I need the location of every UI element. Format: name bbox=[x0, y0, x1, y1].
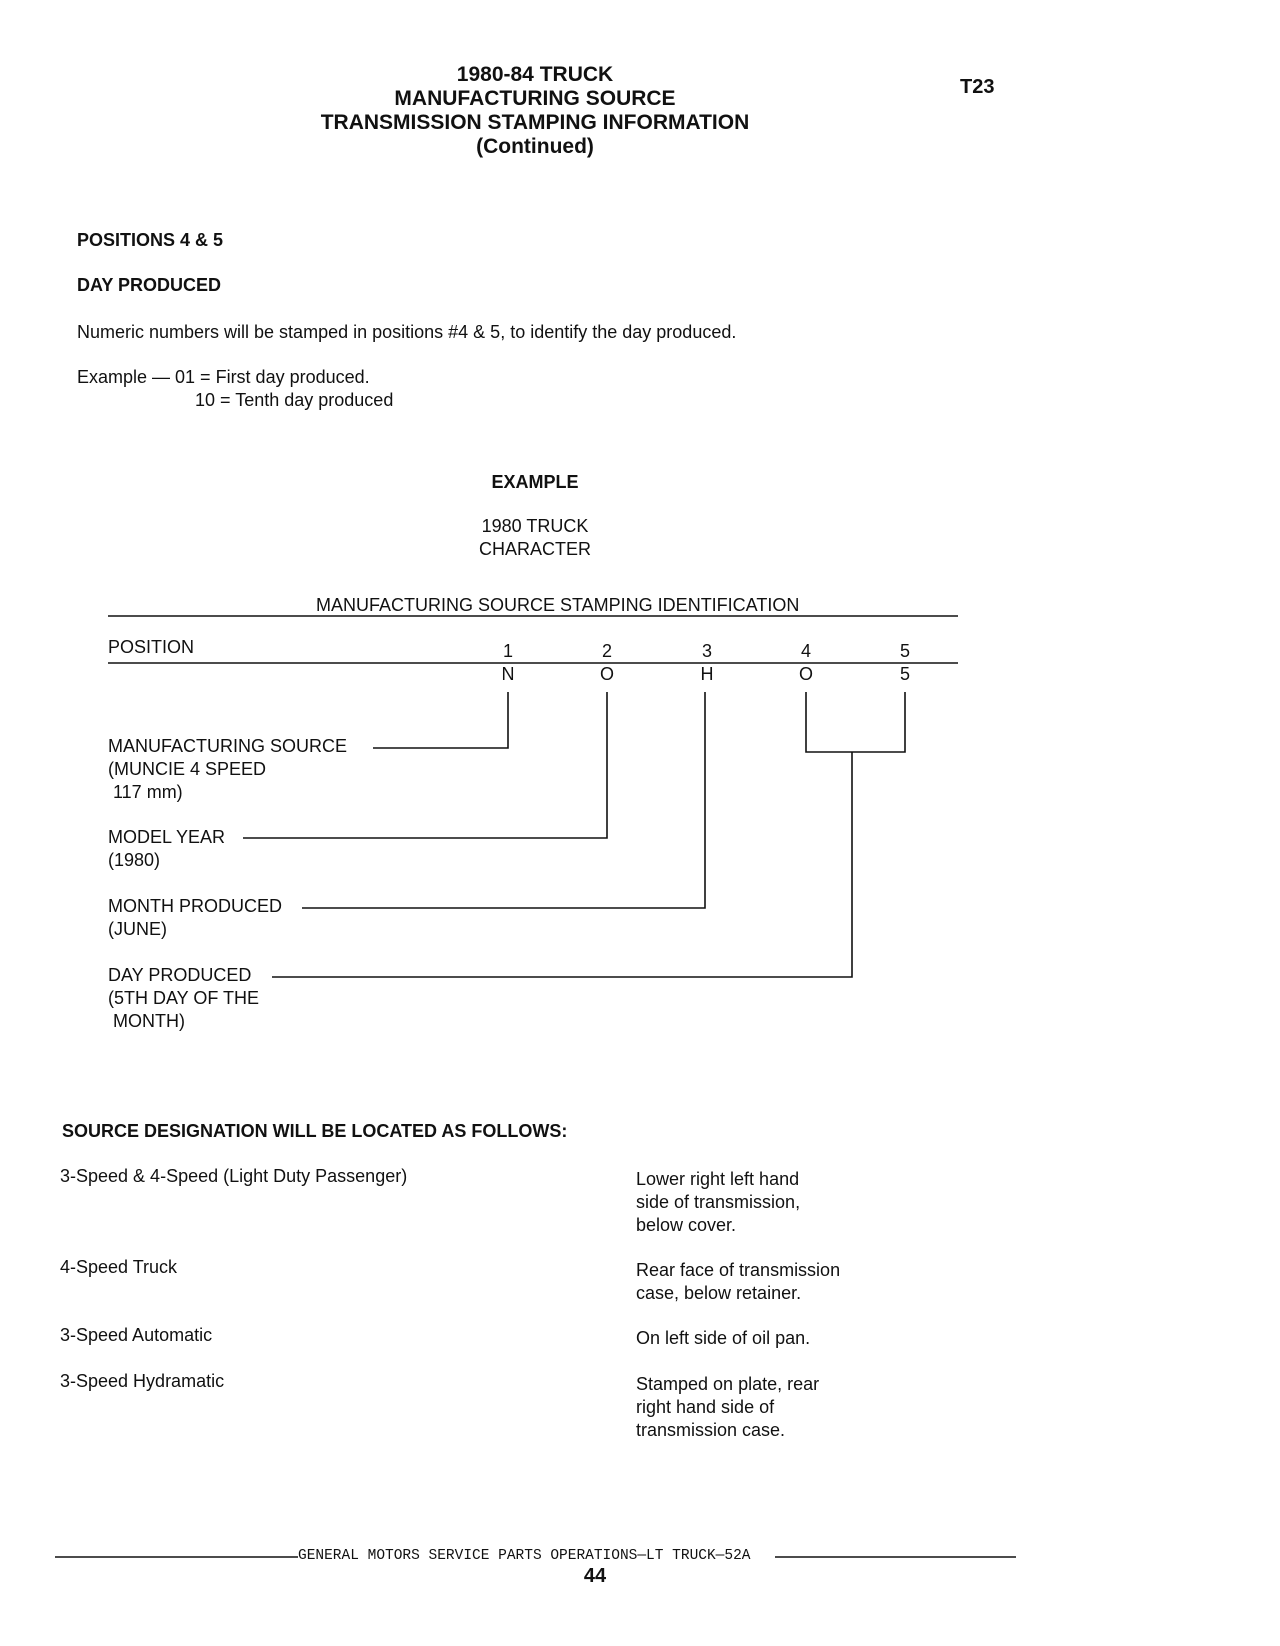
location-desc-1-line-1: Lower right left hand bbox=[636, 1169, 800, 1189]
location-desc-4-line-1: Stamped on plate, rear bbox=[636, 1374, 820, 1394]
character-5: 5 bbox=[899, 664, 910, 684]
position-4: 4 bbox=[800, 641, 811, 661]
position-label: POSITION bbox=[108, 637, 195, 657]
callout-day-produced-detail-1: (5TH DAY OF THE bbox=[108, 988, 260, 1008]
location-desc-4-line-3: transmission case. bbox=[636, 1420, 786, 1440]
section-subheading: DAY PRODUCED bbox=[77, 275, 222, 295]
title-line-4: (Continued) bbox=[476, 135, 594, 158]
location-type-2: 4-Speed Truck bbox=[60, 1257, 178, 1277]
character-4: O bbox=[798, 664, 813, 684]
position-5: 5 bbox=[899, 641, 910, 661]
location-desc-3-line-1: On left side of oil pan. bbox=[636, 1328, 811, 1348]
bracket-day-positions bbox=[806, 692, 905, 752]
section-description: Numeric numbers will be stamped in positions #4 & 5, to identify the day produced. bbox=[77, 322, 737, 342]
location-desc-4-line-2: right hand side of bbox=[636, 1397, 775, 1417]
example-heading: EXAMPLE bbox=[491, 472, 579, 492]
connector-day-produced bbox=[272, 752, 852, 977]
location-type-1: 3-Speed & 4-Speed (Light Duty Passenger) bbox=[60, 1166, 408, 1186]
callout-month-produced-detail: (JUNE) bbox=[108, 919, 167, 939]
footer-text: GENERAL MOTORS SERVICE PARTS OPERATIONS—LT TRUCK—52A bbox=[298, 1548, 751, 1564]
page-number: 44 bbox=[583, 1565, 607, 1587]
title-line-1: 1980-84 TRUCK bbox=[456, 63, 614, 86]
position-2: 2 bbox=[601, 641, 612, 661]
page-code: T23 bbox=[960, 76, 995, 98]
character-2: O bbox=[599, 664, 614, 684]
location-desc-2-line-1: Rear face of transmission bbox=[636, 1260, 841, 1280]
position-3: 3 bbox=[701, 641, 712, 661]
callout-manufacturing-source-detail-1: (MUNCIE 4 SPEED bbox=[108, 759, 267, 779]
section-heading: POSITIONS 4 & 5 bbox=[77, 230, 224, 250]
location-desc-1-line-3: below cover. bbox=[636, 1215, 737, 1235]
location-heading: SOURCE DESIGNATION WILL BE LOCATED AS FOLLOWS: bbox=[62, 1121, 568, 1141]
table-title: MANUFACTURING SOURCE STAMPING IDENTIFICATION bbox=[316, 595, 800, 615]
callout-model-year: MODEL YEAR bbox=[108, 827, 226, 847]
callout-model-year-detail: (1980) bbox=[108, 850, 161, 870]
connector-month-produced bbox=[302, 692, 705, 908]
title-line-3: TRANSMISSION STAMPING INFORMATION bbox=[320, 111, 750, 134]
position-1: 1 bbox=[502, 641, 513, 661]
example-line-1: Example — 01 = First day produced. bbox=[77, 367, 370, 387]
callout-day-produced: DAY PRODUCED bbox=[108, 965, 252, 985]
location-type-3: 3-Speed Automatic bbox=[60, 1325, 213, 1345]
example-caption-2: CHARACTER bbox=[478, 539, 591, 559]
callout-day-produced-detail-2: MONTH) bbox=[113, 1011, 185, 1031]
location-desc-2-line-2: case, below retainer. bbox=[636, 1283, 802, 1303]
character-3: H bbox=[700, 664, 714, 684]
character-1: N bbox=[501, 664, 515, 684]
callout-manufacturing-source: MANUFACTURING SOURCE bbox=[108, 736, 348, 756]
callout-manufacturing-source-detail-2: 117 mm) bbox=[113, 782, 183, 802]
callout-month-produced: MONTH PRODUCED bbox=[108, 896, 282, 916]
connector-manufacturing-source bbox=[373, 692, 508, 748]
connector-model-year bbox=[243, 692, 607, 838]
location-desc-1-line-2: side of transmission, bbox=[636, 1192, 801, 1212]
example-caption-1: 1980 TRUCK bbox=[481, 516, 589, 536]
title-line-2: MANUFACTURING SOURCE bbox=[394, 87, 676, 110]
example-line-2: 10 = Tenth day produced bbox=[195, 390, 394, 410]
location-type-4: 3-Speed Hydramatic bbox=[60, 1371, 225, 1391]
